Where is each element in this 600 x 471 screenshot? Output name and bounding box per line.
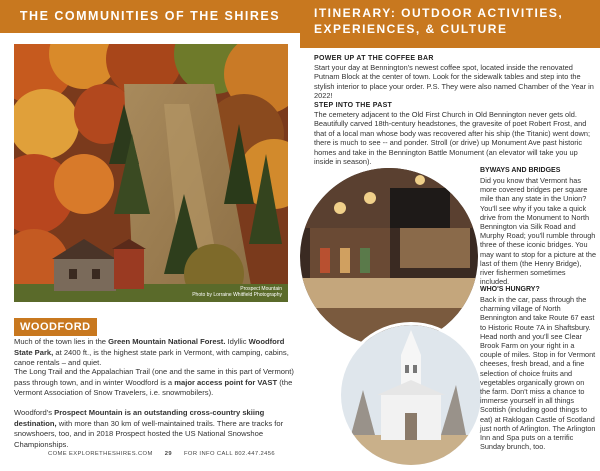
- church-illustration: [341, 325, 481, 465]
- coffee-shop-illustration: [300, 168, 478, 346]
- right-banner-line-2: EXPERIENCES, & CULTURE: [314, 22, 508, 36]
- right-banner: [300, 0, 600, 48]
- footer-website[interactable]: COME EXPLORETHESHIRES.COM: [48, 451, 153, 457]
- prospect-mountain-photo: [14, 44, 288, 302]
- church-photo: [338, 322, 484, 468]
- page-footer: [48, 451, 285, 457]
- page-number: 29: [164, 451, 172, 457]
- left-banner: THE COMMUNITIES OF THE SHIRES: [0, 0, 300, 33]
- footer-phone: FOR INFO CALL 802.447.2456: [183, 451, 276, 457]
- photo-caption-title: Prospect Mountain: [240, 286, 282, 292]
- coffee-bar-heading: POWER UP AT THE COFFEE BAR: [314, 55, 434, 62]
- past-body: The cemetery adjacent to the Old First Church in Old Bennington never gets old. Beautifully carved 18th-century headstones, the gravesite of poet Robert Frost, and that of a local man whose body was recovered after his ship (the Titanic) went down; there is much to see -- and ponder. Stroll (or drive) up Monument Ave past historic homes and take in the Bennington Battle Monument (an elevator will take you up inside in season).: [314, 110, 591, 167]
- right-banner-line-1: ITINERARY: OUTDOOR ACTIVITIES,: [314, 6, 564, 20]
- byways-body: Did you know that Vermont has more covered bridges per square mile than any state in the Union? You'll see why if you take a quick drive from the Monument to North Bennington via Silk Road and Murphy Road; you'll rumble through three of these iconic bridges. You may want to stop for a picture at the last of them (the Henry Bridge), river fishermen sometimes included.: [480, 176, 596, 287]
- hungry-body: Back in the car, pass through the charming village of North Bennington and take Route 67 east to Historic Route 7A in Shaftsbury. Head north and you'll see Clear Brook Farm on your right in a couple of miles. Stop in for Vermont cheeses, fresh bread, and a fine selection of choice fruits and vegetables organically grown on the farm. Don't miss a chance to immerse yourself in all things Scottish (including good things to eat) at Raklogan Castle of Scotland just north of Arlington. The Arlington Inn and Spa puts on a terrific Sunday brunch, too.: [480, 295, 596, 452]
- past-heading: STEP INTO THE PAST: [314, 102, 393, 109]
- autumn-forest-illustration: [14, 44, 288, 302]
- photo-caption: [192, 286, 282, 298]
- hungry-heading: WHO'S HUNGRY?: [480, 286, 540, 293]
- woodford-paragraph-3: Woodford's Prospect Mountain is an outstanding cross-country skiing destination, with more than 30 km of well-maintained trails. There are tracks for snowshoers, too, and in 2018 Prospect hosted the US National Snowshoe Championships.: [14, 408, 284, 449]
- byways-heading: BYWAYS AND BRIDGES: [480, 167, 561, 174]
- coffee-shop-photo: [297, 165, 481, 349]
- woodford-paragraph-1: Much of the town lies in the Green Mountain National Forest. Idyllic Woodford State Park, at 2400 ft., is the highest state park in Vermont, with camping, cabins, canoe rentals – and quiet.: [14, 337, 289, 368]
- woodford-heading: WOODFORD: [14, 318, 97, 336]
- photo-caption-credit: Photo by Lorraine Whitfield Photography: [192, 292, 282, 298]
- woodford-paragraph-2: The Long Trail and the Appalachian Trail (one and the same in this part of Vermont) pass through town, and in winter Woodford is a major access point for VAST (the Vermont Association of Snow Travelers, i.e. snowmobilers).: [14, 367, 294, 398]
- coffee-bar-body: Start your day at Bennington's newest coffee spot, located inside the renovated Putnam Block at the center of town. Look for the sidewalk tables and step into the stylish interior to place your order. P.S. They were also named Chamber of the Year in 2022!: [314, 63, 594, 101]
